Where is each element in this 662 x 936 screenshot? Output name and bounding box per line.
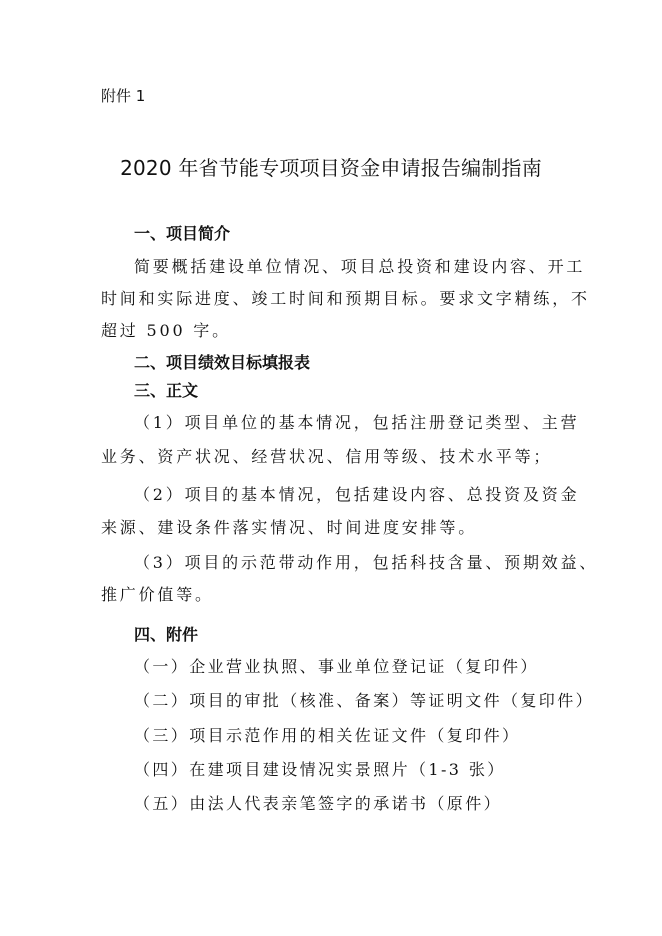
paragraph-line: （3）项目的示范带动作用，包括科技含量、预期效益、 (134, 553, 599, 572)
paragraph-line: （1）项目单位的基本情况，包括注册登记类型、主营 (134, 413, 580, 432)
paragraph-line: 来源、建设条件落实情况、时间进度安排等。 (101, 518, 478, 537)
document-title: 2020 年省节能专项项目资金申请报告编制指南 (120, 156, 542, 180)
paragraph-line: 推广价值等。 (101, 585, 214, 604)
attachment-list-item: （二）项目的审批（核准、备案）等证明文件（复印件） (134, 691, 595, 710)
attachment-list-item: （四）在建项目建设情况实景照片（1-3 张） (134, 760, 506, 779)
paragraph-line: 业务、资产状况、经营状况、信用等级、技术水平等； (101, 447, 553, 466)
attachment-label: 附件 1 (101, 87, 146, 105)
paragraph-line: 超过 500 字。 (101, 321, 231, 340)
section-heading-attachments: 四、附件 (134, 625, 199, 644)
attachment-list-item: （三）项目示范作用的相关佐证文件（复印件） (134, 726, 521, 745)
paragraph-line: （2）项目的基本情况，包括建设内容、总投资及资金 (134, 485, 580, 504)
section-heading-project-summary: 一、项目简介 (134, 224, 231, 243)
section-heading-performance-table: 二、项目绩效目标填报表 (134, 353, 311, 372)
paragraph-line: 时间和实际进度、竣工时间和预期目标。要求文字精练，不 (101, 289, 590, 308)
paragraph-line: 简要概括建设单位情况、项目总投资和建设内容、开工 (134, 257, 586, 276)
attachment-list-item: （五）由法人代表亲笔签字的承诺书（原件） (134, 794, 503, 813)
section-heading-main-text: 三、正文 (134, 381, 199, 400)
attachment-list-item: （一）企业营业执照、事业单位登记证（复印件） (134, 657, 539, 676)
